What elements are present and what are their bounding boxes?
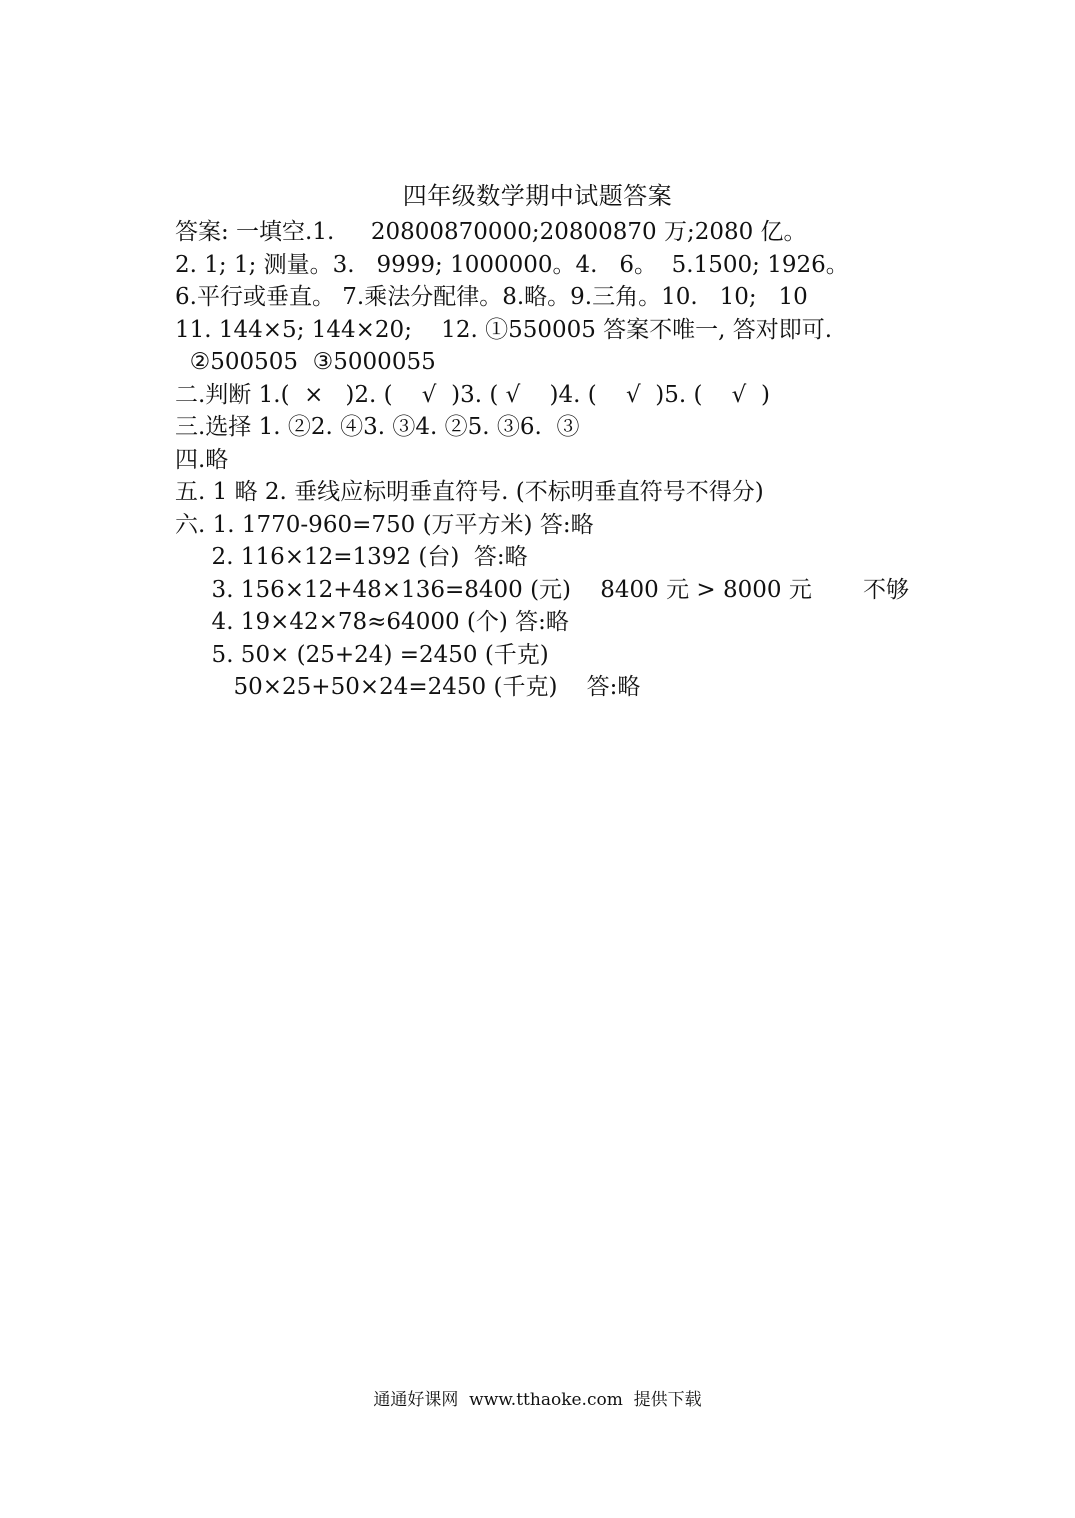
- document-title: 四年级数学期中试题答案: [402, 182, 673, 210]
- answer-line-fill-2: 2. 1; 1; 测量。3. 9999; 1000000。4. 6。 5.1500; 1926。: [175, 251, 849, 278]
- answer-line-problem-2: 2. 116×12=1392 (台) 答:略: [175, 544, 528, 570]
- answer-line-section-4: 四.略: [175, 446, 229, 473]
- answer-line-section-5: 五. 1 略 2. 垂线应标明垂直符号. (不标明垂直符号不得分): [175, 479, 764, 505]
- answer-line-fill-1: 答案: 一填空.1. 20800870000;20800870 万;2080 亿。: [175, 219, 807, 245]
- answer-line-fill-3: 6.平行或垂直。 7.乘法分配律。8.略。9.三角。10. 10; 10: [175, 284, 808, 310]
- answer-line-problem-3: 3. 156×12+48×136=8400 (元) 8400 元 > 8000 元 不够: [175, 576, 910, 603]
- answer-line-fill-5: ②500505 ③5000055: [175, 349, 436, 375]
- answer-line-choice: 三.选择 1. ②2. ④3. ③4. ②5. ③6. ③: [175, 414, 580, 440]
- answer-body: [175, 216, 910, 704]
- answer-line-problem-5a: 5. 50× (25+24) =2450 (千克): [175, 641, 549, 668]
- answer-line-problem-4: 4. 19×42×78≈64000 (个) 答:略: [175, 609, 569, 635]
- answer-line-judgement: 二.判断 1.( × )2. ( √ )3. ( √ )4. ( √ )5. ( √ ): [175, 381, 770, 408]
- answer-line-problem-1: 六. 1. 1770-960=750 (万平方米) 答:略: [175, 511, 594, 538]
- answer-line-fill-4: 11. 144×5; 144×20; 12. ①550005 答案不唯一, 答对即可.: [175, 316, 833, 343]
- answer-line-problem-5b: 50×25+50×24=2450 (千克) 答:略: [175, 674, 641, 700]
- page-footer: 通通好课网 www.tthaoke.com 提供下载: [373, 1390, 702, 1410]
